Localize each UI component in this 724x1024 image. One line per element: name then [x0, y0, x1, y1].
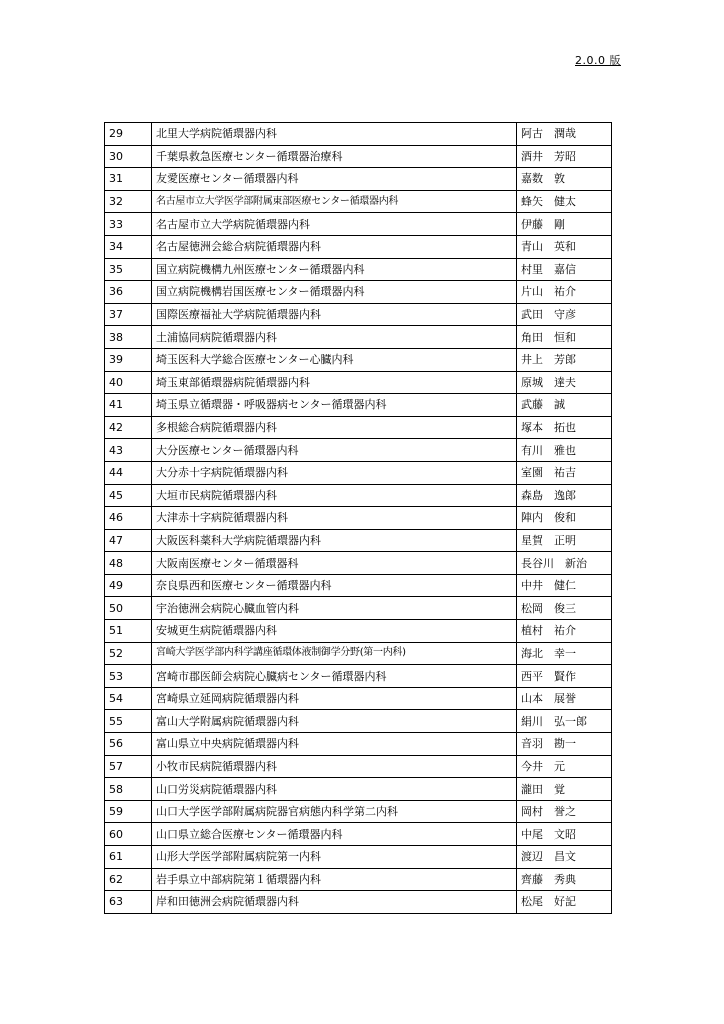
row-number: 30: [105, 145, 152, 168]
table-row: [105, 665, 612, 688]
table-row: [105, 574, 612, 597]
doctor-name: 角田 恒和: [517, 326, 612, 349]
row-number: 29: [105, 123, 152, 146]
row-number: 35: [105, 258, 152, 281]
doctor-name: 室園 祐吉: [517, 461, 612, 484]
table-row: [105, 303, 612, 326]
table-row: [105, 846, 612, 869]
row-number: 62: [105, 868, 152, 891]
table-row: [105, 597, 612, 620]
doctor-name: 今井 元: [517, 755, 612, 778]
institution-name: 名古屋市立大学病院循環器内科: [152, 213, 517, 236]
institution-name: 名古屋市立大学医学部附属東部医療センター循環器内科: [152, 190, 517, 213]
table-row: [105, 461, 612, 484]
institution-name: 岩手県立中部病院第１循環器内科: [152, 868, 517, 891]
row-number: 44: [105, 461, 152, 484]
doctor-name: 酒井 芳昭: [517, 145, 612, 168]
institution-name: 大阪医科薬科大学病院循環器内科: [152, 529, 517, 552]
institution-table: [104, 122, 612, 914]
doctor-name: 森島 逸郎: [517, 484, 612, 507]
table-row: [105, 529, 612, 552]
doctor-name: 青山 英和: [517, 235, 612, 258]
doctor-name: 瀧田 覚: [517, 778, 612, 801]
doctor-name: 阿古 潤哉: [517, 123, 612, 146]
doctor-name: 中尾 文昭: [517, 823, 612, 846]
row-number: 36: [105, 281, 152, 304]
row-number: 38: [105, 326, 152, 349]
institution-name: 山口大学医学部附属病院器官病態内科学第二内科: [152, 800, 517, 823]
institution-name: 安城更生病院循環器内科: [152, 620, 517, 643]
institution-name: 富山大学附属病院循環器内科: [152, 710, 517, 733]
doctor-name: 渡辺 昌文: [517, 846, 612, 869]
institution-name: 宮崎県立延岡病院循環器内科: [152, 687, 517, 710]
institution-name: 大津赤十字病院循環器内科: [152, 507, 517, 530]
institution-name: 名古屋徳洲会総合病院循環器内科: [152, 235, 517, 258]
institution-name: 山口県立総合医療センター循環器内科: [152, 823, 517, 846]
doctor-name: 絹川 弘一郎: [517, 710, 612, 733]
institution-name: 大分医療センター循環器内科: [152, 439, 517, 462]
row-number: 61: [105, 846, 152, 869]
table-row: [105, 868, 612, 891]
row-number: 45: [105, 484, 152, 507]
institution-name: 大分赤十字病院循環器内科: [152, 461, 517, 484]
row-number: 40: [105, 371, 152, 394]
row-number: 49: [105, 574, 152, 597]
table-row: [105, 281, 612, 304]
table-row: [105, 710, 612, 733]
institution-name: 山口労災病院循環器内科: [152, 778, 517, 801]
institution-name: 宇治徳洲会病院心臓血管内科: [152, 597, 517, 620]
doctor-name: 海北 幸一: [517, 642, 612, 665]
doctor-name: 武藤 誠: [517, 394, 612, 417]
table-row: [105, 620, 612, 643]
row-number: 46: [105, 507, 152, 530]
doctor-name: 片山 祐介: [517, 281, 612, 304]
table-row: [105, 507, 612, 530]
row-number: 41: [105, 394, 152, 417]
row-number: 50: [105, 597, 152, 620]
row-number: 32: [105, 190, 152, 213]
doctor-name: 松尾 好記: [517, 891, 612, 914]
institution-name: 国立病院機構九州医療センター循環器内科: [152, 258, 517, 281]
doctor-name: 齊藤 秀典: [517, 868, 612, 891]
doctor-name: 武田 守彦: [517, 303, 612, 326]
table-row: [105, 642, 612, 665]
table-row: [105, 800, 612, 823]
table-row: [105, 778, 612, 801]
institution-name: 国立病院機構岩国医療センター循環器内科: [152, 281, 517, 304]
row-number: 51: [105, 620, 152, 643]
version-label: 2.0.0 版: [575, 54, 621, 67]
institution-name: 大阪南医療センター循環器科: [152, 552, 517, 575]
doctor-name: 塚本 拓也: [517, 416, 612, 439]
institution-name: 宮崎市郡医師会病院心臓病センター循環器内科: [152, 665, 517, 688]
table-row: [105, 123, 612, 146]
table-row: [105, 213, 612, 236]
doctor-name: 岡村 誉之: [517, 800, 612, 823]
institution-name: 山形大学医学部附属病院第一内科: [152, 846, 517, 869]
table-row: [105, 687, 612, 710]
table-row: [105, 258, 612, 281]
institution-name: 埼玉東部循環器病院循環器内科: [152, 371, 517, 394]
table-row: [105, 823, 612, 846]
table-row: [105, 145, 612, 168]
doctor-name: 松岡 俊三: [517, 597, 612, 620]
row-number: 33: [105, 213, 152, 236]
row-number: 53: [105, 665, 152, 688]
doctor-name: 村里 嘉信: [517, 258, 612, 281]
table-row: [105, 552, 612, 575]
row-number: 48: [105, 552, 152, 575]
institution-name: 岸和田徳洲会病院循環器内科: [152, 891, 517, 914]
table-row: [105, 891, 612, 914]
doctor-name: 長谷川 新治: [517, 552, 612, 575]
row-number: 39: [105, 348, 152, 371]
institution-name: 奈良県西和医療センター循環器内科: [152, 574, 517, 597]
institution-name: 北里大学病院循環器内科: [152, 123, 517, 146]
row-number: 31: [105, 168, 152, 191]
table-row: [105, 755, 612, 778]
doctor-name: 嘉数 敦: [517, 168, 612, 191]
institution-name: 埼玉医科大学総合医療センター心臓内科: [152, 348, 517, 371]
table-row: [105, 733, 612, 756]
doctor-name: 蜂矢 健太: [517, 190, 612, 213]
row-number: 63: [105, 891, 152, 914]
row-number: 57: [105, 755, 152, 778]
doctor-name: 中井 健仁: [517, 574, 612, 597]
table-row: [105, 439, 612, 462]
row-number: 58: [105, 778, 152, 801]
doctor-name: 音羽 勘一: [517, 733, 612, 756]
doctor-name: 植村 祐介: [517, 620, 612, 643]
institution-name: 友愛医療センター循環器内科: [152, 168, 517, 191]
table-row: [105, 326, 612, 349]
table-row: [105, 371, 612, 394]
table-row: [105, 235, 612, 258]
row-number: 54: [105, 687, 152, 710]
doctor-name: 伊藤 剛: [517, 213, 612, 236]
row-number: 59: [105, 800, 152, 823]
institution-name: 宮崎大学医学部内科学講座循環体液制御学分野(第一内科): [152, 642, 517, 665]
institution-name: 国際医療福祉大学病院循環器内科: [152, 303, 517, 326]
institution-table-body: [105, 123, 612, 914]
table-row: [105, 348, 612, 371]
row-number: 55: [105, 710, 152, 733]
table-row: [105, 416, 612, 439]
doctor-name: 西平 賢作: [517, 665, 612, 688]
row-number: 42: [105, 416, 152, 439]
doctor-name: 原城 達夫: [517, 371, 612, 394]
table-row: [105, 168, 612, 191]
doctor-name: 星賀 正明: [517, 529, 612, 552]
row-number: 52: [105, 642, 152, 665]
row-number: 37: [105, 303, 152, 326]
institution-name: 多根総合病院循環器内科: [152, 416, 517, 439]
institution-name: 小牧市民病院循環器内科: [152, 755, 517, 778]
row-number: 56: [105, 733, 152, 756]
institution-name: 大垣市民病院循環器内科: [152, 484, 517, 507]
table-row: [105, 484, 612, 507]
row-number: 60: [105, 823, 152, 846]
doctor-name: 有川 雅也: [517, 439, 612, 462]
table-row: [105, 394, 612, 417]
doctor-name: 陣内 俊和: [517, 507, 612, 530]
table-row: [105, 190, 612, 213]
institution-name: 埼玉県立循環器・呼吸器病センター循環器内科: [152, 394, 517, 417]
row-number: 43: [105, 439, 152, 462]
doctor-name: 山本 展誉: [517, 687, 612, 710]
institution-name: 千葉県救急医療センター循環器治療科: [152, 145, 517, 168]
doctor-name: 井上 芳郎: [517, 348, 612, 371]
row-number: 34: [105, 235, 152, 258]
institution-name: 土浦協同病院循環器内科: [152, 326, 517, 349]
institution-name: 富山県立中央病院循環器内科: [152, 733, 517, 756]
row-number: 47: [105, 529, 152, 552]
